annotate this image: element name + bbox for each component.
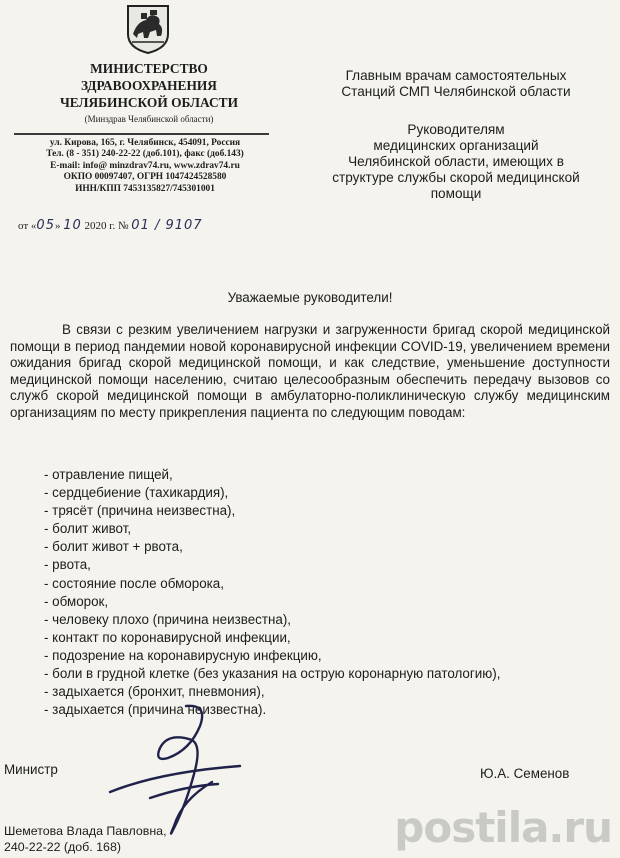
recipient-line: помощи xyxy=(430,186,482,201)
list-item: - болит живот, xyxy=(44,521,132,537)
list-item: - подозрение на коронавирусную инфекцию, xyxy=(44,647,322,663)
signatory-name: Ю.А. Семенов xyxy=(480,766,570,781)
list-item: - человеку плохо (причина неизвестна), xyxy=(44,611,292,627)
list-item: - состояние после обморока, xyxy=(44,575,224,591)
registration-line xyxy=(18,218,203,233)
list-item: - сердцебиение (тахикардия), xyxy=(44,485,229,501)
list-item: - задыхается (причина неизвестна). xyxy=(44,702,267,718)
ministry-line: МИНИСТЕРСТВО xyxy=(90,61,208,76)
list-item: - контакт по коронавирусной инфекции, xyxy=(44,629,291,645)
executor-block xyxy=(4,824,167,855)
requisites-okpo: ОКПО 00097407, ОГРН 1047424528580 xyxy=(63,172,227,183)
recipient-line: Станций СМП Челябинской области xyxy=(341,84,571,99)
executor-phone: 240-22-22 (доб. 168) xyxy=(4,839,121,854)
reg-number: 01 / 9107 xyxy=(131,218,203,233)
requisites-address: ул. Кирова, 165, г. Челябинск, 454091, Россия xyxy=(49,138,241,148)
list-item: - трясёт (причина неизвестна), xyxy=(44,503,236,519)
list-item: - задыхается (бронхит, пневмония), xyxy=(44,684,265,700)
recipient-line: медицинских организаций xyxy=(373,138,539,153)
list-item: - рвота, xyxy=(44,557,91,573)
list-item: - боли в грудной клетке (без указания на острую коронарную патологию), xyxy=(44,666,501,682)
list-item: - отравление пищей, xyxy=(44,467,173,482)
reg-month: 10 xyxy=(63,218,82,233)
ministry-abbreviation: (Минздрав Челябинской области) xyxy=(84,114,214,124)
reg-day: 05 xyxy=(36,218,55,233)
executor-name: Шеметова Влада Павловна, xyxy=(4,824,167,838)
recipient-block-2 xyxy=(296,122,616,202)
list-item: - обморок, xyxy=(44,593,109,609)
letter-body: В связи с резким увеличением нагрузки и загруженности бригад скорой медицинской помощи в период пандемии новой коронавирусной инфекции COVID-19, увеличением времени ожидания бригад скорой медицинской помощи, и как следствие, уменьшение доступности медицинской помощи населению, считаю целесообразным обеспечить передачу вызовов со служб скорой медицинской помощи в амбулаторно-поликлиническую службу медицинским организациям по месту прикрепления пациента по следующим поводам: xyxy=(10,322,610,420)
ministry-line: ЗДРАВООХРАНЕНИЯ xyxy=(81,78,217,93)
ministry-requisites xyxy=(14,138,276,195)
minister-title: Министр xyxy=(4,762,58,777)
reg-separator: » xyxy=(54,220,61,232)
requisites-phone: Тел. (8 - 351) 240-22-22 (доб.101), факс (доб.143) xyxy=(46,149,244,160)
list-item: - болит живот + рвота, xyxy=(44,539,183,555)
greeting: Уважаемые руководители! xyxy=(227,290,393,305)
ministry-name xyxy=(44,60,254,125)
reg-year: 2020 г. № xyxy=(84,220,129,232)
requisites-email: E-mail: info@ minzdrav74.ru, www.zdrav74.ru xyxy=(50,160,240,171)
requisites-inn: ИНН/КПП 7453135827/745301001 xyxy=(75,183,215,194)
header-divider xyxy=(14,133,269,135)
recipient-block-1 xyxy=(306,68,606,100)
recipient-line: структуре службы скорой медицинской xyxy=(332,170,580,185)
coat-of-arms-icon xyxy=(126,4,170,54)
recipient-line: Челябинской области, имеющих в xyxy=(348,154,564,169)
watermark: postila.ru xyxy=(394,803,612,852)
recipient-line: Руководителям xyxy=(407,122,505,137)
reg-prefix: от « xyxy=(18,220,37,232)
ministry-line: ЧЕЛЯБИНСКОЙ ОБЛАСТИ xyxy=(59,95,239,110)
recipient-line: Главным врачам самостоятельных xyxy=(345,68,567,83)
reasons-list xyxy=(44,466,500,719)
